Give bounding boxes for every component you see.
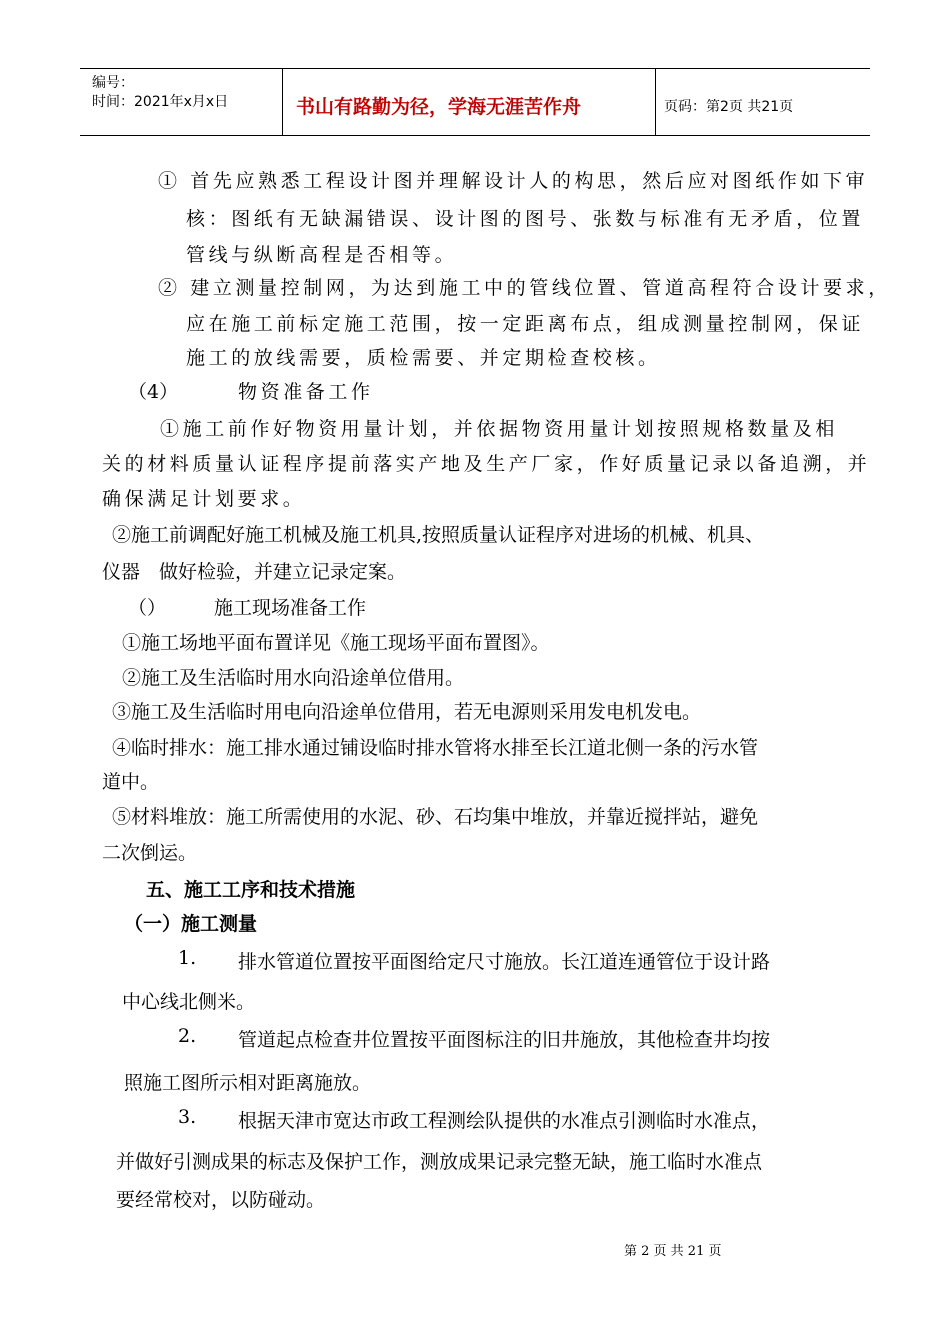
para-line: ① 首先应熟悉工程设计图并理解设计人的构思，然后应对图纸作如下审 bbox=[158, 170, 869, 192]
para-line: ②施工及生活临时用水向沿途单位借用。 bbox=[122, 667, 465, 689]
para-line: 根据天津市宽达市政工程测绘队提供的水准点引测临时水准点， bbox=[238, 1110, 771, 1132]
chapter-heading: 五、施工工序和技术措施 bbox=[146, 879, 356, 901]
section-heading: 施工现场准备工作 bbox=[214, 597, 367, 619]
page-info: 页码：第2页 共21页 bbox=[664, 99, 794, 115]
para-line: ①施工前作好物资用量计划，并依据物资用量计划按照规格数量及相 bbox=[160, 418, 839, 440]
header-top-rule bbox=[80, 68, 870, 69]
para-line: 核：图纸有无缺漏错误、设计图的图号、张数与标准有无矛盾，位置 bbox=[186, 208, 865, 230]
para-line: 确保满足计划要求。 bbox=[102, 488, 306, 510]
para-line: 仪器 做好检验，并建立记录定案。 bbox=[102, 561, 407, 583]
para-line: ② 建立测量控制网，为达到施工中的管线位置、管道高程符合设计要求， bbox=[158, 277, 891, 299]
para-line: 关的材料质量认证程序提前落实产地及生产厂家，作好质量记录以备追溯，并 bbox=[102, 453, 871, 475]
para-line: ①施工场地平面布置详见《施工现场平面布置图》。 bbox=[122, 632, 550, 654]
serial-label: 编号： bbox=[92, 75, 134, 91]
page-footer: 第 2 页 共 21 页 bbox=[624, 1244, 722, 1259]
para-line: 中心线北侧米。 bbox=[122, 991, 256, 1013]
section-heading: 物资准备工作 bbox=[238, 381, 374, 403]
header-divider-right bbox=[655, 68, 656, 135]
date-label: 时间：2021年x月x日 bbox=[92, 94, 229, 110]
para-line: 管道起点检查井位置按平面图标注的旧井施放，其他检查井均按 bbox=[238, 1029, 771, 1051]
para-line: 施工的放线需要，质检需要、并定期检查校核。 bbox=[186, 347, 661, 369]
para-line: 应在施工前标定施工范围，按一定距离布点，组成测量控制网，保证 bbox=[186, 313, 865, 335]
header-divider-left bbox=[282, 68, 283, 135]
para-line: 二次倒运。 bbox=[102, 842, 198, 864]
item-number: 1. bbox=[178, 947, 197, 969]
section-number: （4） bbox=[128, 381, 179, 403]
para-line: ⑤材料堆放：施工所需使用的水泥、砂、石均集中堆放，并靠近搅拌站，避免 bbox=[112, 806, 759, 828]
para-line: ④临时排水：施工排水通过铺设临时排水管将水排至长江道北侧一条的污水管 bbox=[112, 737, 759, 759]
item-number: 2. bbox=[178, 1025, 197, 1047]
para-line: 道中。 bbox=[102, 771, 160, 793]
para-line: 排水管道位置按平面图给定尺寸施放。长江道连通管位于设计路 bbox=[238, 951, 771, 973]
section-number: （） bbox=[128, 597, 167, 619]
para-line: ③施工及生活临时用电向沿途单位借用，若无电源则采用发电机发电。 bbox=[112, 701, 702, 723]
item-number: 3. bbox=[178, 1106, 197, 1128]
header-bottom-rule bbox=[80, 135, 870, 136]
para-line: 并做好引测成果的标志及保护工作，测放成果记录完整无缺，施工临时水准点 bbox=[116, 1151, 763, 1173]
para-line: 要经常校对，以防碰动。 bbox=[116, 1189, 326, 1211]
para-line: 管线与纵断高程是否相等。 bbox=[186, 244, 458, 266]
subsection-heading: （一）施工测量 bbox=[124, 913, 258, 935]
header-motto: 书山有路勤为径，学海无涯苦作舟 bbox=[296, 96, 582, 118]
para-line: ②施工前调配好施工机械及施工机具,按照质量认证程序对进场的机械、机具、 bbox=[112, 524, 765, 546]
para-line: 照施工图所示相对距离施放。 bbox=[124, 1072, 372, 1094]
